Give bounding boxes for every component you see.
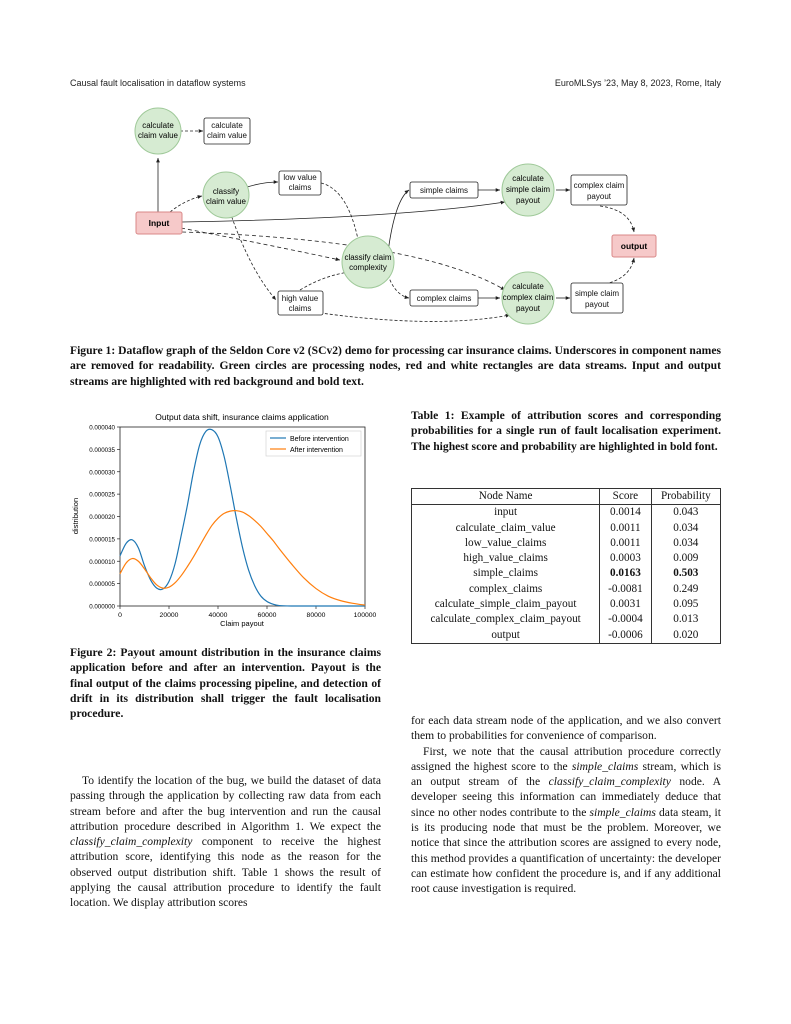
y-tick-label: 0.000010 <box>89 558 115 566</box>
cell-node-name: high_value_claims <box>412 551 600 566</box>
node-calculate-claim-value <box>135 108 181 154</box>
stream-calculate-claim-value <box>204 118 250 144</box>
io-stream-input <box>136 212 182 234</box>
y-tick-label: 0.000025 <box>89 491 115 499</box>
y-tick-label: 0.000040 <box>89 424 115 432</box>
cell-score: 0.0003 <box>600 551 651 566</box>
stream-nodes <box>204 118 627 315</box>
node-label: complex claim <box>502 293 554 302</box>
stream-label: calculate <box>211 121 243 130</box>
table-row <box>412 597 721 612</box>
x-tick-label: 100000 <box>353 612 377 619</box>
running-header-left: Causal fault localisation in dataflow systems <box>70 78 246 88</box>
table-row <box>412 551 721 566</box>
chart-title: Output data shift, insurance claims application <box>155 412 329 422</box>
cell-score: 0.0163 <box>600 566 651 581</box>
body-right-column <box>411 713 721 897</box>
table-row <box>412 582 721 597</box>
cell-node-name: calculate_claim_value <box>412 521 600 536</box>
header-node-name: Node Name <box>412 489 600 505</box>
cell-probability: 0.095 <box>673 598 699 611</box>
y-tick-label: 0.000015 <box>89 536 115 544</box>
cell-node-name: input <box>412 505 600 521</box>
stream-label: claims <box>288 304 312 313</box>
node-label: calculate <box>512 174 544 183</box>
cell-node-name: calculate_complex_claim_payout <box>412 612 600 627</box>
node-label: calculate <box>512 282 544 291</box>
figure1-dataflow-diagram <box>0 0 791 340</box>
legend <box>266 431 361 456</box>
figure2-chart <box>70 410 377 635</box>
table1 <box>411 488 721 644</box>
x-tick-label: 0 <box>118 612 122 619</box>
y-axis-ticks <box>89 425 120 611</box>
stream-label: payout <box>586 192 612 201</box>
node-label: calculate <box>142 121 174 130</box>
text-run: data steam, it is its producing node that must be the problem. Moreover, we notice that since the attribution scores are assigned to every node, this method provides a quantification of uncertainty: the developer can estimate how confident the procedure is, and if any additional root cause investigation is required. <box>411 805 721 896</box>
node-classify-claim-value <box>203 172 249 218</box>
stream-complex-claim-payout <box>571 175 627 205</box>
cell-score: -0.0004 <box>600 612 651 627</box>
edge-complex-payout-output <box>600 206 634 232</box>
node-label: simple claim <box>505 185 551 194</box>
table-header-row <box>412 489 721 505</box>
cell-score: 0.0014 <box>600 505 651 521</box>
stream-label: simple claims <box>419 186 469 195</box>
stream-label: simple claim <box>574 289 620 298</box>
legend-label-before: Before intervention <box>290 436 349 443</box>
stream-high-value-claims <box>278 291 323 315</box>
node-calculate-simple-claim-payout <box>502 164 554 216</box>
text-run: First, we note that the causal attribution procedure correctly assigned the highest score to the <box>411 744 721 773</box>
edge-classify-high <box>230 212 276 300</box>
edge-complexity-complex <box>388 275 409 298</box>
cell-node-name: calculate_simple_claim_payout <box>412 597 600 612</box>
stream-label: claim value <box>206 131 248 140</box>
stream-label: high value <box>281 294 319 303</box>
edge-complexity-simple <box>388 190 409 252</box>
cell-probability: 0.009 <box>673 552 699 565</box>
x-tick-label: 60000 <box>257 612 277 619</box>
edge-high-classify-complexity <box>300 272 350 290</box>
emphasis: classify_claim_complexity <box>548 775 671 789</box>
io-label: output <box>620 241 648 251</box>
edge-input-classify-value <box>170 196 202 212</box>
paragraph: for each data stream node of the application, and we also convert them to probabilities for convenience of comparison. <box>411 714 721 743</box>
series-line-after-intervention <box>120 511 365 605</box>
y-tick-label: 0.000030 <box>89 469 115 477</box>
table1-caption: Table 1: Example of attribution scores and corresponding probabilities for a single run of fault localisation experiment. The highest score and probability are highlighted in bold font. <box>411 409 721 453</box>
edge-classify-low <box>244 182 278 188</box>
y-axis-label: distribution <box>71 497 80 535</box>
cell-score: 0.0011 <box>600 521 651 536</box>
table-row <box>412 505 721 521</box>
paragraph <box>70 773 381 911</box>
table1-grid <box>411 488 721 644</box>
table-row <box>412 612 721 627</box>
node-label: classify <box>212 187 240 196</box>
node-label: payout <box>515 304 541 313</box>
node-label: complexity <box>349 263 387 272</box>
cell-probability: 0.020 <box>673 628 699 641</box>
diagram-edges <box>158 131 634 321</box>
processing-nodes <box>135 108 554 324</box>
node-label: claim value <box>205 197 247 206</box>
cell-node-name: complex_claims <box>412 582 600 597</box>
x-axis-label: Claim payout <box>220 619 264 628</box>
node-label: classify claim <box>344 253 392 262</box>
stream-simple-claim-payout <box>571 283 623 313</box>
x-axis-ticks <box>118 606 376 619</box>
cell-node-name: output <box>412 628 600 644</box>
node-label: claim value <box>137 131 179 140</box>
text-run: To identify the location of the bug, we build the dataset of data passing through the application by collecting raw data from each stream before and after the bug intervention and run the causal attribution procedure described in Algorithm 1. We expect the <box>70 774 381 833</box>
figure1-caption: Figure 1: Dataflow graph of the Seldon Core v2 (SCv2) demo for processing car insurance claims. Underscores in component names are removed for readability. Green circles are processing nodes, red and white rectangles are data streams. Input and output streams are highlighted with red background and bold text. <box>70 344 721 388</box>
y-tick-label: 0.000035 <box>89 446 115 454</box>
node-classify-claim-complexity <box>342 236 394 288</box>
emphasis: classify_claim_complexity <box>70 835 193 849</box>
node-calculate-complex-claim-payout <box>502 272 554 324</box>
paragraph <box>411 744 721 897</box>
legend-label-after: After intervention <box>290 447 343 454</box>
node-label: payout <box>515 196 541 205</box>
figure2-caption: Figure 2: Payout amount distribution in the insurance claims application before and after an intervention. Payout is the final output of the claims processing pipeline, and detection of drift in its distribution shall trigger the fault localisation procedure. <box>70 646 381 721</box>
cell-probability: 0.013 <box>673 613 699 626</box>
emphasis: simple_claims <box>571 759 639 773</box>
y-tick-label: 0.000005 <box>89 581 115 589</box>
cell-score: 0.0031 <box>600 597 651 612</box>
stream-simple-claims <box>410 182 478 198</box>
header-score: Score <box>600 489 651 505</box>
cell-probability: 0.043 <box>673 506 699 519</box>
cell-probability: 0.249 <box>673 582 699 595</box>
cell-score: -0.0081 <box>600 582 651 597</box>
cell-score: -0.0006 <box>600 628 651 644</box>
cell-score: 0.0011 <box>600 536 651 551</box>
x-tick-label: 80000 <box>306 612 326 619</box>
emphasis: simple_claims <box>589 805 656 819</box>
io-stream-output <box>612 235 656 257</box>
cell-probability: 0.503 <box>673 567 699 580</box>
stream-low-value-claims <box>279 171 321 195</box>
running-header-right: EuroMLSys ’23, May 8, 2023, Rome, Italy <box>554 78 721 88</box>
stream-label: claims <box>288 183 312 192</box>
x-tick-label: 20000 <box>159 612 179 619</box>
table-row <box>412 628 721 644</box>
edge-high-calc-complex <box>300 310 510 321</box>
stream-label: complex claims <box>416 294 472 303</box>
stream-label: complex claim <box>573 181 625 190</box>
x-tick-label: 40000 <box>208 612 228 619</box>
cell-node-name: low_value_claims <box>412 536 600 551</box>
table-row <box>412 536 721 551</box>
cell-node-name: simple_claims <box>412 566 600 581</box>
table-row <box>412 566 721 581</box>
text-run: component to receive the highest attribution score, identifying this node as the reason for the observed output distribution shift. Table 1 shows the result of applying the causal attribution procedure to identify the fault location. We display attribution scores <box>70 835 381 910</box>
table-row <box>412 521 721 536</box>
stream-label: low value <box>283 173 317 182</box>
y-tick-label: 0.000000 <box>89 603 115 611</box>
text-run: stream, which is an output stream of the <box>411 759 721 789</box>
cell-probability: 0.034 <box>673 536 699 549</box>
stream-label: payout <box>584 300 610 309</box>
header-probability: Probability <box>651 489 720 505</box>
io-label: Input <box>148 218 170 228</box>
body-left-column <box>70 773 381 911</box>
y-tick-label: 0.000020 <box>89 514 115 521</box>
stream-complex-claims <box>410 290 478 306</box>
edge-simple-payout-output <box>600 258 634 285</box>
text-run: node. A developer seeing this information can immediately deduce that since no other nodes contribute to the <box>411 775 721 819</box>
cell-probability: 0.034 <box>673 521 699 534</box>
